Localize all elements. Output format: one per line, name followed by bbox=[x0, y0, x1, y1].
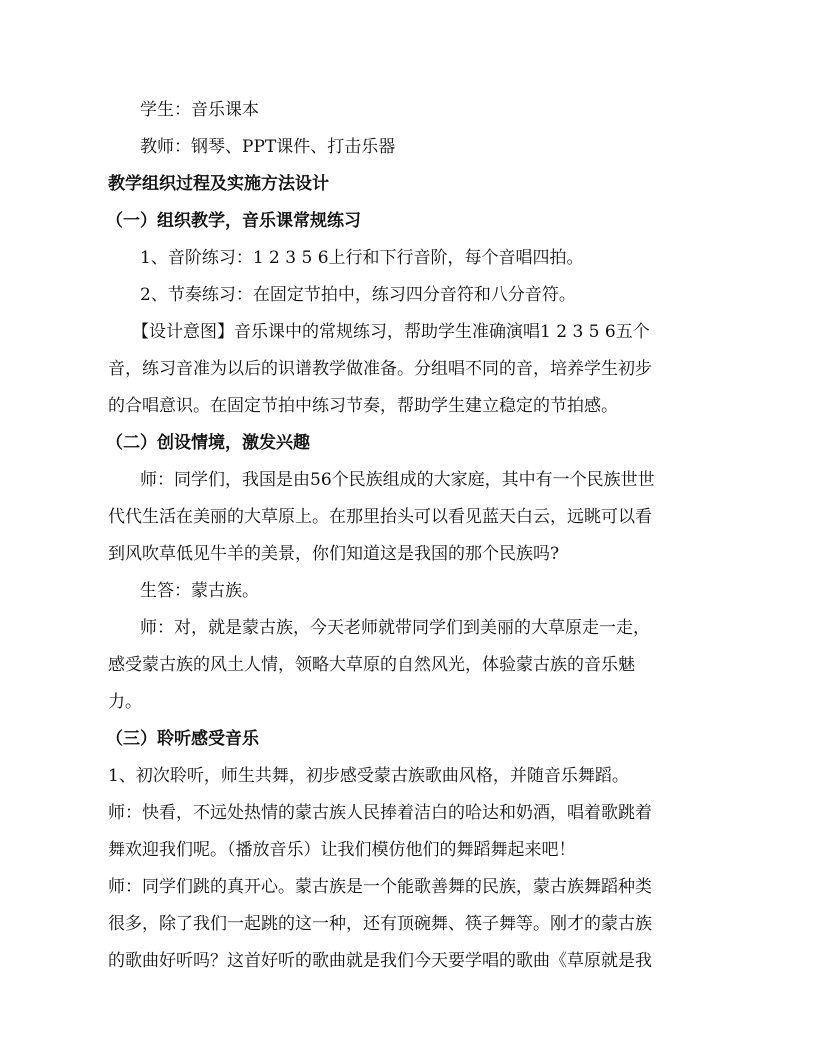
paragraph-line: 师：同学们跳的真开心。蒙古族是一个能歌善舞的民族，蒙古族舞蹈种类 bbox=[108, 877, 652, 897]
section-heading: 教学组织过程及实施方法设计 bbox=[108, 174, 329, 194]
paragraph-line: 的合唱意识。在固定节拍中练习节奏，帮助学生建立稳定的节拍感。 bbox=[108, 396, 618, 416]
paragraph-line: 到风吹草低见牛羊的美景，你们知道这是我国的那个民族吗? bbox=[108, 544, 560, 564]
subheading-1: （一）组织教学，音乐课常规练习 bbox=[106, 211, 361, 231]
materials-teacher: 教师：钢琴、PPT课件、打击乐器 bbox=[140, 137, 396, 157]
paragraph-line: 感受蒙古族的风土人情，领略大草原的自然风光，体验蒙古族的音乐魅 bbox=[108, 655, 635, 675]
paragraph-line: 很多，除了我们一起跳的这一种，还有顶碗舞、筷子舞等。刚才的蒙古族 bbox=[108, 914, 652, 934]
paragraph-line: 生答：蒙古族。 bbox=[140, 581, 259, 601]
paragraph-line: 1、初次聆听，师生共舞，初步感受蒙古族歌曲风格，并随音乐舞蹈。 bbox=[108, 766, 629, 786]
paragraph-line: 音，练习音准为以后的识谱教学做准备。分组唱不同的音，培养学生初步 bbox=[108, 359, 652, 379]
paragraph-line: 1、音阶练习：1 2 3 5 6上行和下行音阶，每个音唱四拍。 bbox=[140, 248, 584, 268]
paragraph-line: 力。 bbox=[108, 692, 142, 712]
design-intent-line: 【设计意图】音乐课中的常规练习，帮助学生准确演唱1 2 3 5 6五个 bbox=[132, 322, 650, 342]
paragraph-line: 的歌曲好听吗？这首好听的歌曲就是我们今天要学唱的歌曲《草原就是我 bbox=[108, 951, 652, 971]
paragraph-line: 舞欢迎我们呢。（播放音乐）让我们模仿他们的舞蹈舞起来吧！ bbox=[108, 840, 576, 860]
paragraph-line: 代代生活在美丽的大草原上。在那里抬头可以看见蓝天白云，远眺可以看 bbox=[108, 507, 652, 527]
paragraph-line: 师：同学们，我国是由56个民族组成的大家庭，其中有一个民族世世 bbox=[140, 470, 655, 490]
paragraph-line: 2、节奏练习：在固定节拍中，练习四分音符和八分音符。 bbox=[140, 285, 576, 305]
subheading-3: （三）聆听感受音乐 bbox=[106, 729, 259, 749]
paragraph-line: 师：对，就是蒙古族，今天老师就带同学们到美丽的大草原走一走， bbox=[140, 618, 650, 638]
subheading-2: （二）创设情境，激发兴趣 bbox=[106, 433, 310, 453]
materials-student: 学生：音乐课本 bbox=[140, 100, 259, 120]
paragraph-line: 师：快看，不远处热情的蒙古族人民捧着洁白的哈达和奶酒，唱着歌跳着 bbox=[108, 803, 652, 823]
